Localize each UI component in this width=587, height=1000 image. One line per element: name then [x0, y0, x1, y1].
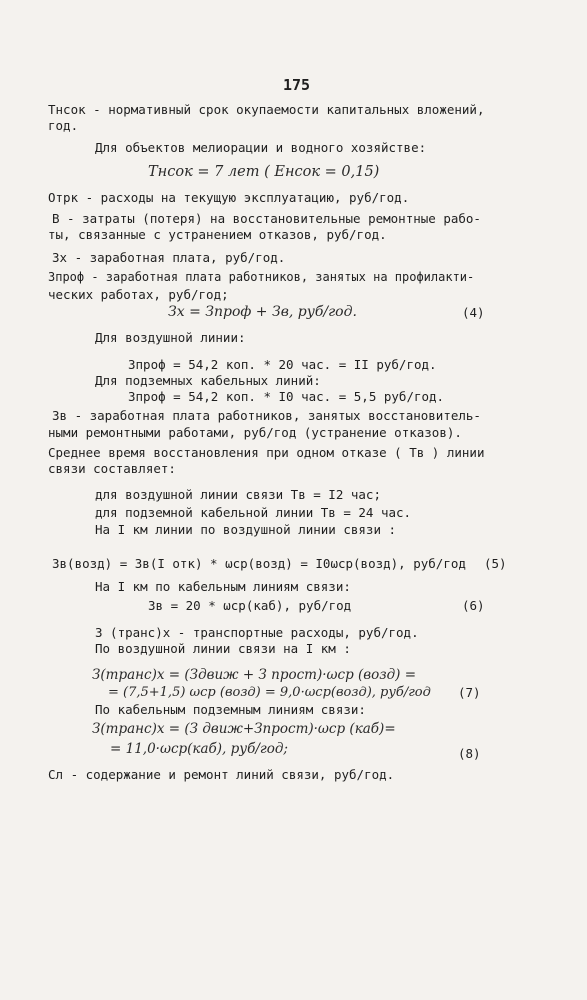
text-line: Oтрк - расходы на текущую эксплуатацию, руб/год.	[48, 190, 410, 205]
text-line: год.	[48, 118, 79, 133]
text-line: Tнсок - нормативный срок окупаемости капитальных вложений,	[48, 102, 485, 117]
text-line: для воздушной линии связи Tв = I2 час;	[95, 487, 381, 502]
equation-number: (4)	[462, 305, 485, 320]
text-line: На I км линии по воздушной линии связи :	[95, 522, 397, 537]
text-line: ты, связанные с устранением отказов, руб/год.	[48, 227, 387, 242]
formula-line: З(транс)x = (Здвиж + З прост)·ωср (возд) =	[92, 667, 417, 683]
text-line: Для объектов мелиорации и водного хозяйстве:	[95, 140, 427, 155]
text-line: B - затраты (потеря) на восстановительные ремонтные рабо-	[52, 211, 481, 226]
formula-line: Tнсок = 7 лет ( Eнсок = 0,15)	[148, 164, 380, 180]
text-line: Зx - заработная плата, руб/год.	[52, 250, 286, 265]
text-line: Среднее время восстановления при одном отказе ( Tв ) линии	[48, 445, 485, 460]
formula-line: = (7,5+1,5) ωср (возд) = 9,0·ωср(возд), руб/год	[108, 685, 431, 700]
text-line: Зв - заработная плата работников, занятых восстановитель-	[52, 408, 481, 423]
text-line: Зпроф = 54,2 коп. * I0 час. = 5,5 руб/год.	[128, 389, 445, 404]
text-line: ными ремонтными работами, руб/год (устранение отказов).	[48, 425, 462, 440]
text-line: Для подземных кабельных линий:	[95, 373, 321, 388]
formula-line: Зx = Зпроф + Зв, руб/год.	[168, 304, 357, 320]
text-line: для подземной кабельной линии Tв = 24 час.	[95, 505, 412, 520]
equation-number: (7)	[458, 685, 481, 700]
formula-line: Зв = 20 * ωср(каб), руб/год	[148, 598, 352, 613]
page-number: 175	[283, 76, 311, 94]
text-line: На I км по кабельным линиям связи:	[95, 579, 351, 594]
text-line: связи составляет:	[48, 461, 176, 476]
text-line: Зпроф - заработная плата работников, занятых на профилакти-	[48, 270, 475, 284]
equation-number: (5)	[484, 556, 507, 571]
text-line: Зпроф = 54,2 коп. * 20 час. = II руб/год.	[128, 357, 437, 372]
formula-line: З(транс)x = (З движ+Зпрост)·ωср (каб)=	[92, 721, 396, 737]
text-line: По воздушной линии связи на I км :	[95, 641, 351, 656]
formula-line: = 11,0·ωср(каб), руб/год;	[110, 741, 288, 757]
equation-number: (6)	[462, 598, 485, 613]
text-line: По кабельным подземным линиям связи:	[95, 702, 366, 717]
text-line: ческих работах, руб/год;	[48, 287, 229, 302]
equation-number: (8)	[458, 746, 481, 761]
text-line: Cл - содержание и ремонт линий связи, руб/год.	[48, 767, 395, 782]
text-line: З (транс)x - транспортные расходы, руб/год.	[95, 625, 419, 640]
formula-line: Зв(возд) = Зв(I отк) * ωср(возд) = I0ωср(возд), руб/год	[52, 556, 466, 571]
text-line: Для воздушной линии:	[95, 330, 246, 345]
